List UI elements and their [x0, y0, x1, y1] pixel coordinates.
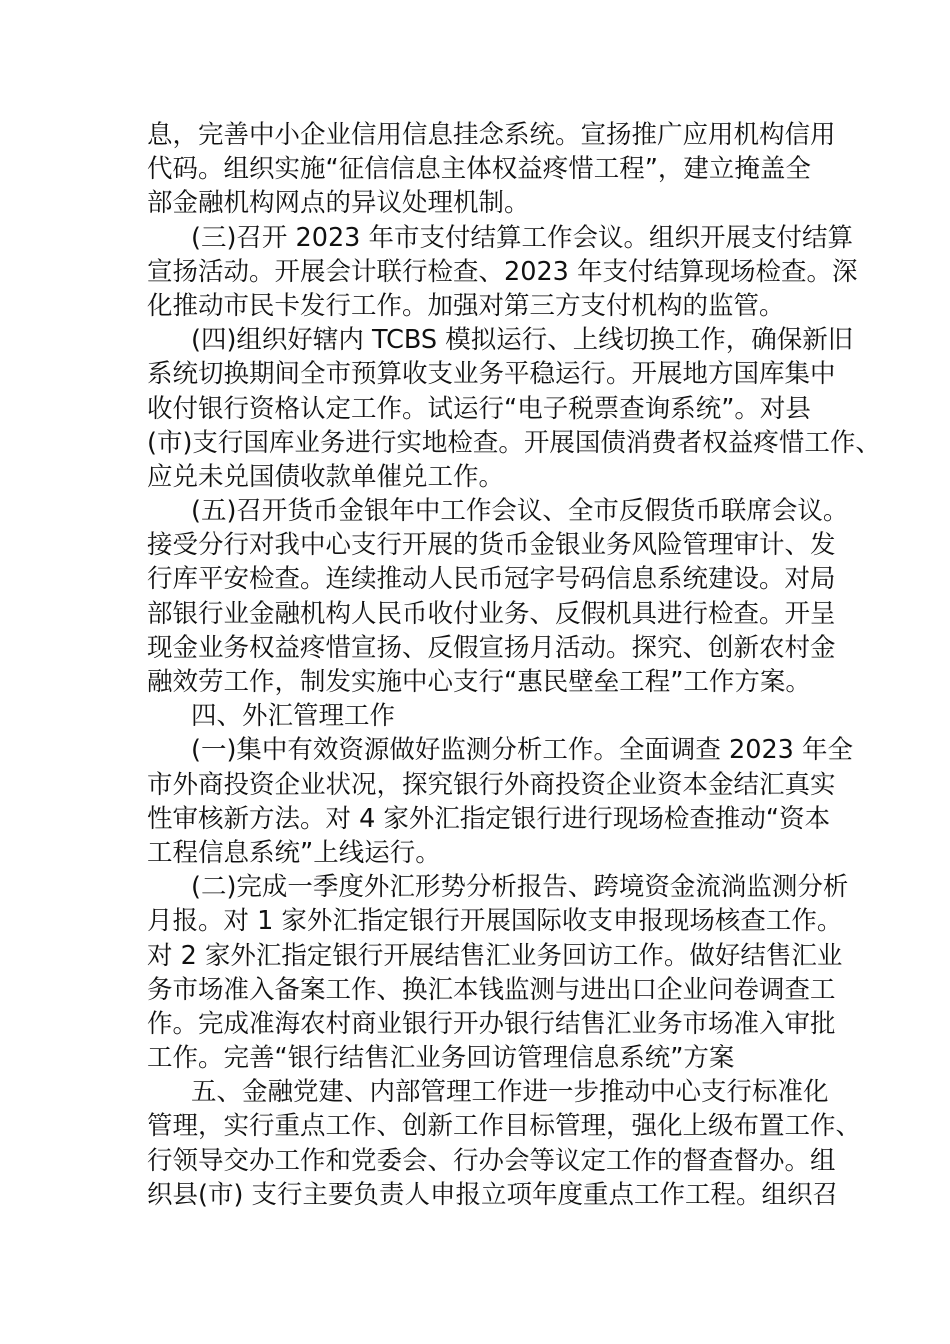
paragraph-start-line: (一)集中有效资源做好监测分析工作。全面调查 2023 年全 — [191, 735, 854, 766]
text-line: 收付银行资格认定工作。试运行“电子税票查询系统”。对县 — [147, 393, 811, 424]
paragraph-start-line: (五)召开货币金银年中工作会议、全市反假货币联席会议。 — [191, 496, 849, 527]
text-line: 市外商投资企业状况，探究银行外商投资企业资本金结汇真实 — [147, 769, 836, 800]
text-line: 对 2 家外汇指定银行开展结售汇业务回访工作。做好结售汇业 — [147, 940, 843, 971]
text-line: 息，完善中小企业信用信息挂念系统。宣扬推广应用机构信用 — [147, 120, 836, 150]
text-line: 工作。完善“银行结售汇业务回访管理信息系统”方案 — [147, 1043, 735, 1074]
paragraph-start-line: 五、金融党建、内部管理工作进一步推动中心支行标准化 — [191, 1077, 829, 1108]
text-line: (市)支行国库业务进行实地检查。开展国债消费者权益疼惜工作、 — [147, 427, 881, 458]
text-line: 宣扬活动。开展会计联行检查、2023 年支付结算现场检查。深 — [147, 256, 858, 287]
text-line: 化推动市民卡发行工作。加强对第三方支付机构的监管。 — [147, 290, 785, 321]
paragraph-start-line: (三)召开 2023 年市支付结算工作会议。组织开展支付结算 — [191, 222, 854, 253]
text-line: 管理，实行重点工作、创新工作目标管理，强化上级布置工作、 — [147, 1111, 862, 1142]
text-line: 作。完成准海农村商业银行开办银行结售汇业务市场准入审批 — [147, 1008, 836, 1039]
text-line: 行库平安检查。连续推动人民币冠字号码信息系统建设。对局 — [147, 564, 836, 595]
paragraph-start-line: (四)组织好辖内 TCBS 模拟运行、上线切换工作，确保新旧 — [191, 325, 854, 356]
text-line: 工程信息系统”上线运行。 — [147, 837, 441, 868]
text-line: 部金融机构网点的异议处理机制。 — [147, 188, 530, 219]
text-line: 现金业务权益疼惜宣扬、反假宣扬月活动。探究、创新农村金 — [147, 632, 836, 663]
text-line: 代码。组织实施“征信信息主体权益疼惜工程”，建立掩盖全 — [147, 154, 811, 185]
text-line: 行领导交办工作和党委会、行办会等议定工作的督查督办。组 — [147, 1145, 836, 1176]
text-line: 融效劳工作，制发实施中心支行“惠民壁垒工程”工作方案。 — [147, 667, 811, 697]
paragraph-start-line: (二)完成一季度外汇形势分析报告、跨境资金流淌监测分析 — [191, 872, 849, 903]
text-line: 接受分行对我中心支行开展的货币金银业务风险管理审计、发 — [147, 530, 836, 561]
text-line: 务市场准入备案工作、换汇本钱监测与进出口企业问卷调查工 — [147, 974, 836, 1005]
text-line: 月报。对 1 家外汇指定银行开展国际收支申报现场核查工作。 — [147, 906, 843, 937]
text-line: 系统切换期间全市预算收支业务平稳运行。开展地方国库集中 — [147, 359, 836, 390]
text-line: 部银行业金融机构人民币收付业务、反假机具进行检查。开呈 — [147, 598, 836, 629]
text-line: 性审核新方法。对 4 家外汇指定银行进行现场检查推动“资本 — [147, 803, 831, 834]
text-line: 应兑未兑国债收款单催兑工作。 — [147, 461, 505, 492]
text-line: 织县(市) 支行主要负责人申报立项年度重点工作工程。组织召 — [147, 1179, 839, 1210]
section-heading: 四、外汇管理工作 — [191, 701, 396, 732]
document-body — [147, 118, 881, 1212]
